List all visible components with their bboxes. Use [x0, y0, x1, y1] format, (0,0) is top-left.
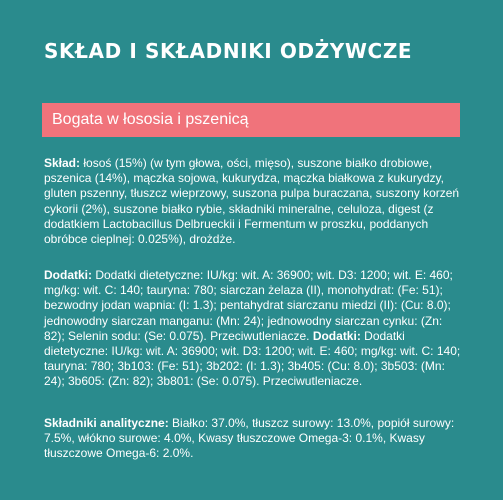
ingredients-text: łosoś (15%) (w tym głowa, ości, mięso), suszone białko drobiowe, pszenica (14%), mączka sojowa, kukurydza, mączka białkowa z kukurydzy, gluten pszenny, tłuszcz wieprzowy, suszona pulpa buraczana, suszony korzeń cykorii (2%), suszone białko rybie, składniki mineralne, celuloza, digest (z dodatkiem Lactobacillus Delbrueckii i Fermentum w proszku, poddanych obróbce cieplnej: 0.025%), drożdże. — [44, 156, 460, 247]
ingredients-label: Skład: — [44, 156, 81, 170]
analytical-section — [44, 416, 464, 462]
analytical-text: Białko: 37.0%, tłuszcz surowy: 13.0%, popiół surowy: 7.5%, włókno surowe: 4.0%, Kwasy tłuszczowe Omega-3: 0.1%, Kwasy tłuszczowe Omega-6: 2.0%. — [44, 416, 455, 461]
page-title: SKŁAD I SKŁADNIKI ODŻYWCZE — [44, 39, 413, 63]
variant-banner: Bogata w łososia i pszenicą — [42, 103, 460, 137]
additives-label: Dodatki: — [44, 268, 92, 282]
additives-label-2: Dodatki: — [312, 328, 361, 343]
ingredients-section — [44, 156, 464, 247]
additives-text: Dodatki dietetyczne: IU/kg: wit. A: 36900; wit. D3: 1200; wit. E: 460; mg/kg: wit. C: 140; tauryna: 780; siarczan żelaza (II), monohydrat: (Fe: 51); bezwodny jodan wapnia: (I: 1.3); pentahydrat siarczanu miedzi (II): (Cu: 8.0); jednowodny siarczan manganu: (Mn: 24); jednowodny siarczan cynku: (Zn: 82); Selenin sodu: (Se: 0.075). Przeciwutleniacze. — [44, 268, 453, 343]
analytical-label: Składniki analityczne: — [44, 416, 169, 430]
additives-section — [44, 268, 464, 390]
additives-text-2: Dodatki dietetyczne: IU/kg: wit. A: 36900; wit. D3: 1200; wit. E: 460; mg/kg: wit. C: 140; tauryna: 780; 3b103: (Fe: 51); 3b202: (I: 1.3); 3b405: (Cu: 8.0); 3b503: (Mn: 24); 3b605: (Zn: 82); 3b801: (Se: 0.075). Przeciwutleniacze. — [44, 328, 461, 389]
